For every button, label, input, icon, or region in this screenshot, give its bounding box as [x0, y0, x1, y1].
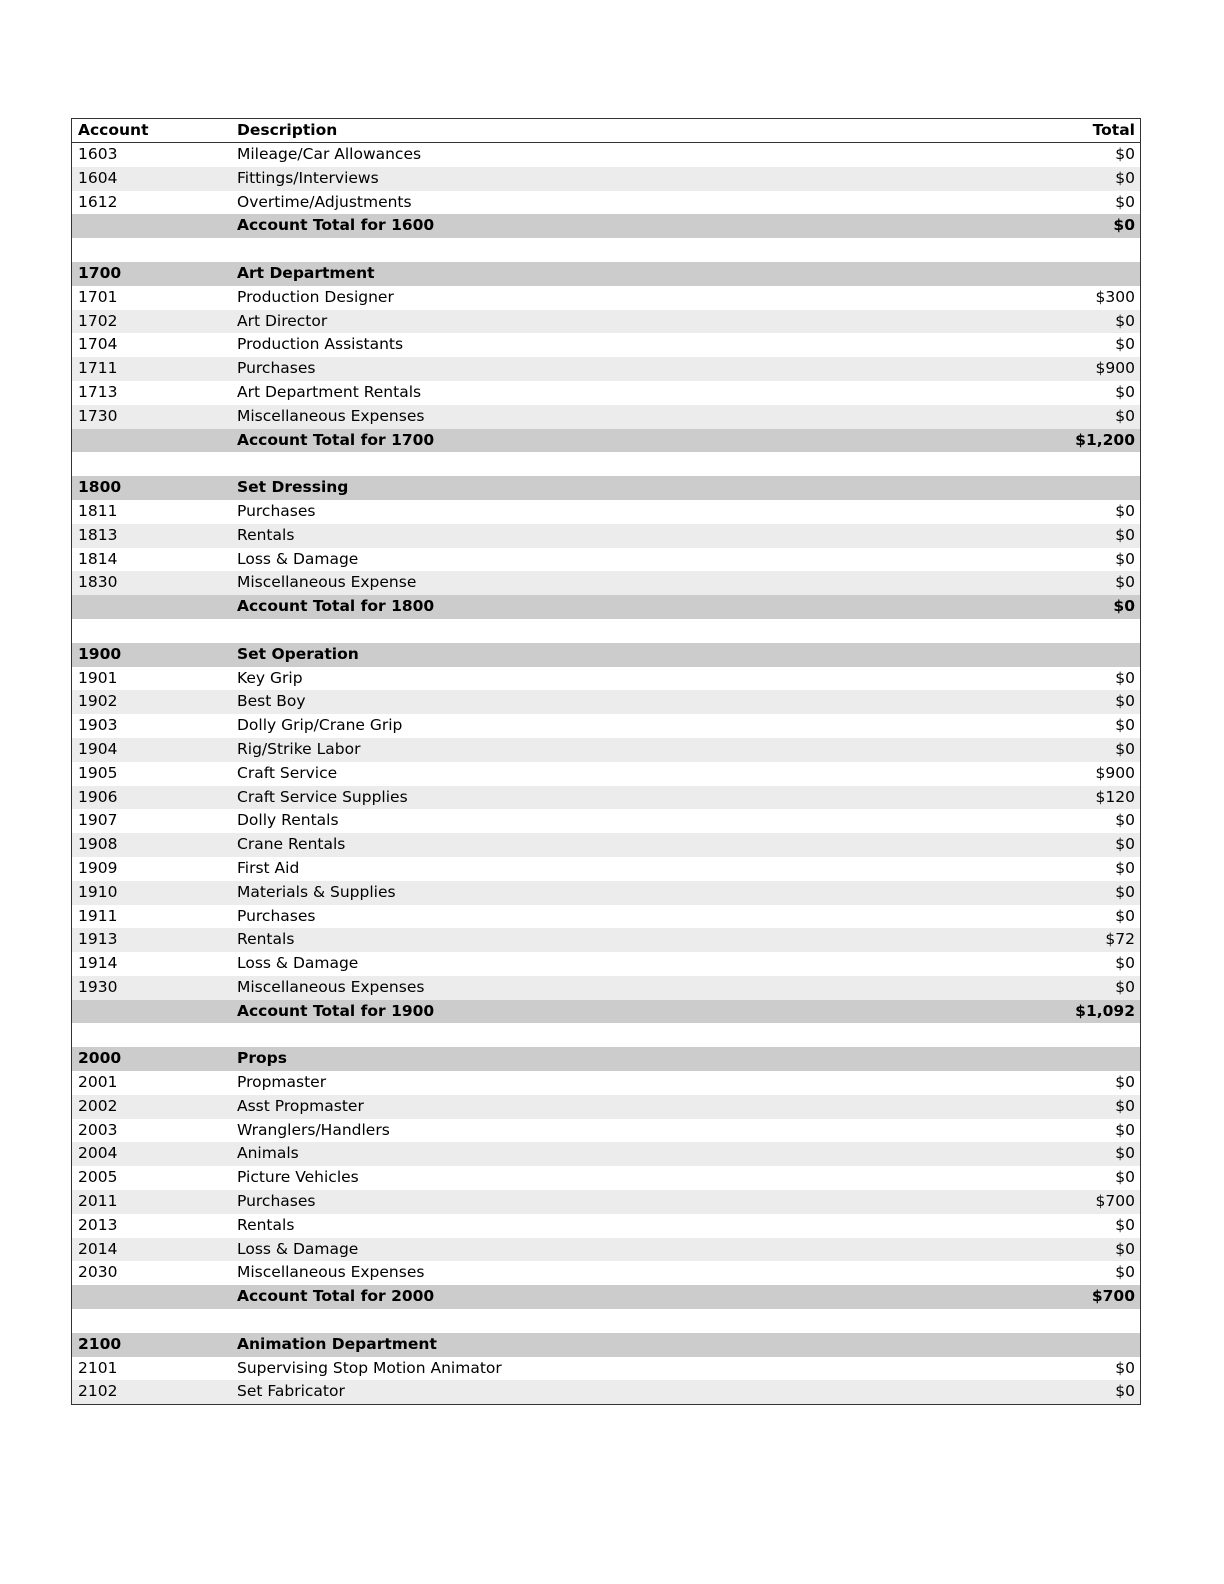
section-total-empty	[940, 476, 1140, 500]
section-account: 1700	[78, 263, 122, 282]
row-total: $0	[1115, 1215, 1135, 1234]
row-description: Miscellaneous Expense	[237, 573, 417, 592]
row-total: $0	[1115, 977, 1135, 996]
table-row	[72, 286, 1140, 310]
row-description: Key Grip	[237, 668, 303, 687]
row-description: Loss & Damage	[237, 954, 359, 973]
row-account: 2101	[78, 1358, 118, 1377]
row-total: $0	[1115, 549, 1135, 568]
row-description: Wranglers/Handlers	[237, 1120, 390, 1139]
section-title: Animation Department	[237, 1334, 437, 1353]
row-description: Rentals	[237, 930, 295, 949]
table-row	[72, 738, 1140, 762]
table-row	[72, 1071, 1140, 1095]
row-account: 1704	[78, 335, 118, 354]
row-description: Art Department Rentals	[237, 382, 422, 401]
section-header-row	[72, 1333, 1140, 1357]
table-row	[72, 381, 1140, 405]
row-total: $0	[1115, 858, 1135, 877]
row-account: 1701	[78, 287, 118, 306]
account-total-label: Account Total for 1700	[237, 430, 435, 449]
row-total: $900	[1095, 763, 1135, 782]
account-total-value: $1,092	[1075, 1001, 1135, 1020]
row-account: 1930	[78, 977, 118, 996]
row-total: $0	[1115, 192, 1135, 211]
table-row	[72, 143, 1140, 167]
row-account: 1713	[78, 382, 118, 401]
table-row	[72, 809, 1140, 833]
section-header-row	[72, 1047, 1140, 1071]
table-body	[72, 143, 1140, 1404]
row-total: $0	[1115, 739, 1135, 758]
row-account: 1914	[78, 954, 118, 973]
row-total: $0	[1115, 311, 1135, 330]
row-description: Purchases	[237, 1192, 316, 1211]
account-total-value: $1,200	[1075, 430, 1135, 449]
section-total-empty	[940, 643, 1140, 667]
row-account: 1901	[78, 668, 118, 687]
table-row	[72, 952, 1140, 976]
row-total: $300	[1095, 287, 1135, 306]
row-total: $0	[1115, 168, 1135, 187]
row-description: Production Assistants	[237, 335, 404, 354]
account-total-label: Account Total for 1600	[237, 216, 435, 235]
row-total: $0	[1115, 1168, 1135, 1187]
row-account: 1811	[78, 501, 118, 520]
table-row	[72, 500, 1140, 524]
row-account: 1913	[78, 930, 118, 949]
account-total-row	[72, 429, 1140, 453]
table-row	[72, 762, 1140, 786]
row-account: 2013	[78, 1215, 118, 1234]
table-row	[72, 833, 1140, 857]
total-account-empty	[72, 1000, 237, 1024]
row-account: 1612	[78, 192, 118, 211]
spacer-row	[72, 1023, 1140, 1047]
row-total: $700	[1095, 1192, 1135, 1211]
table-row	[72, 1142, 1140, 1166]
row-total: $0	[1115, 1073, 1135, 1092]
row-description: Dolly Rentals	[237, 811, 339, 830]
row-description: Purchases	[237, 906, 316, 925]
table-row	[72, 786, 1140, 810]
row-account: 1813	[78, 525, 118, 544]
row-account: 1909	[78, 858, 118, 877]
section-header-row	[72, 643, 1140, 667]
account-total-value: $700	[1091, 1287, 1135, 1306]
row-total: $0	[1115, 1382, 1135, 1401]
account-total-row	[72, 1000, 1140, 1024]
row-account: 2102	[78, 1382, 118, 1401]
row-description: Purchases	[237, 501, 316, 520]
table-row	[72, 1095, 1140, 1119]
row-account: 1603	[78, 145, 118, 163]
row-total: $0	[1115, 906, 1135, 925]
section-account: 1800	[78, 478, 122, 497]
row-total: $0	[1115, 1263, 1135, 1282]
row-account: 2011	[78, 1192, 118, 1211]
row-description: Supervising Stop Motion Animator	[237, 1358, 502, 1377]
row-description: Mileage/Car Allowances	[237, 145, 422, 163]
account-total-label: Account Total for 1800	[237, 597, 435, 616]
row-description: Rig/Strike Labor	[237, 739, 361, 758]
table-row	[72, 1214, 1140, 1238]
row-account: 2014	[78, 1239, 118, 1258]
table-row	[72, 714, 1140, 738]
item-group	[72, 143, 1140, 214]
table-row	[72, 167, 1140, 191]
account-total-row	[72, 214, 1140, 238]
table-row	[72, 1238, 1140, 1262]
row-total: $0	[1115, 882, 1135, 901]
row-description: Set Fabricator	[237, 1382, 345, 1401]
spacer-row	[72, 1309, 1140, 1333]
total-account-empty	[72, 595, 237, 619]
table-row	[72, 690, 1140, 714]
row-description: Crane Rentals	[237, 835, 346, 854]
row-description: Asst Propmaster	[237, 1096, 364, 1115]
item-group	[72, 667, 1140, 1000]
row-description: Miscellaneous Expenses	[237, 1263, 425, 1282]
row-description: Animals	[237, 1144, 299, 1163]
account-total-label: Account Total for 2000	[237, 1287, 435, 1306]
table-row	[72, 905, 1140, 929]
row-total: $0	[1115, 692, 1135, 711]
table-row	[72, 928, 1140, 952]
row-account: 1906	[78, 787, 118, 806]
spacer-row	[72, 238, 1140, 262]
section-title: Props	[237, 1049, 287, 1068]
table-row	[72, 1380, 1140, 1404]
table-row	[72, 524, 1140, 548]
row-total: $120	[1095, 787, 1135, 806]
row-account: 1730	[78, 406, 118, 425]
section-account: 1900	[78, 644, 122, 663]
spacer-row	[72, 452, 1140, 476]
row-description: Rentals	[237, 525, 295, 544]
row-description: Purchases	[237, 359, 316, 378]
row-total: $0	[1115, 573, 1135, 592]
row-account: 2005	[78, 1168, 118, 1187]
account-total-label: Account Total for 1900	[237, 1001, 435, 1020]
row-description: Miscellaneous Expenses	[237, 406, 425, 425]
row-account: 2003	[78, 1120, 118, 1139]
row-total: $0	[1115, 145, 1135, 163]
row-account: 1604	[78, 168, 118, 187]
row-description: Art Director	[237, 311, 328, 330]
header-description: Description	[237, 121, 338, 139]
row-account: 2004	[78, 1144, 118, 1163]
table-row	[72, 1119, 1140, 1143]
row-account: 1830	[78, 573, 118, 592]
row-account: 1910	[78, 882, 118, 901]
header-account: Account	[78, 121, 149, 139]
row-description: Production Designer	[237, 287, 394, 306]
row-description: Rentals	[237, 1215, 295, 1234]
section-header-row	[72, 476, 1140, 500]
row-description: Loss & Damage	[237, 549, 359, 568]
section-title: Set Operation	[237, 644, 359, 663]
row-total: $0	[1115, 954, 1135, 973]
row-description: Dolly Grip/Crane Grip	[237, 716, 403, 735]
row-total: $0	[1115, 525, 1135, 544]
item-group	[72, 500, 1140, 595]
row-account: 2030	[78, 1263, 118, 1282]
section-account: 2000	[78, 1049, 122, 1068]
row-description: Craft Service	[237, 763, 338, 782]
account-total-row	[72, 595, 1140, 619]
section-total-empty	[940, 1047, 1140, 1071]
row-account: 1711	[78, 359, 118, 378]
table-row	[72, 667, 1140, 691]
row-total: $0	[1115, 835, 1135, 854]
row-description: Fittings/Interviews	[237, 168, 379, 187]
row-description: Picture Vehicles	[237, 1168, 359, 1187]
row-account: 1814	[78, 549, 118, 568]
spacer-row	[72, 619, 1140, 643]
row-description: Overtime/Adjustments	[237, 192, 412, 211]
row-total: $0	[1115, 1358, 1135, 1377]
header-total: Total	[1092, 121, 1135, 139]
row-description: Miscellaneous Expenses	[237, 977, 425, 996]
section-title: Set Dressing	[237, 478, 349, 497]
section-title: Art Department	[237, 263, 375, 282]
row-total: $900	[1095, 359, 1135, 378]
row-total: $0	[1115, 501, 1135, 520]
table-row	[72, 333, 1140, 357]
table-row	[72, 976, 1140, 1000]
table-row	[72, 881, 1140, 905]
section-total-empty	[940, 1333, 1140, 1357]
row-total: $0	[1115, 811, 1135, 830]
row-total: $0	[1115, 1239, 1135, 1258]
row-account: 1908	[78, 835, 118, 854]
table-row	[72, 857, 1140, 881]
row-account: 1907	[78, 811, 118, 830]
budget-table	[71, 118, 1141, 1405]
row-total: $0	[1115, 1144, 1135, 1163]
item-group	[72, 286, 1140, 429]
row-description: Propmaster	[237, 1073, 327, 1092]
row-account: 2002	[78, 1096, 118, 1115]
row-description: Loss & Damage	[237, 1239, 359, 1258]
row-total: $0	[1115, 406, 1135, 425]
table-header	[72, 119, 1140, 143]
table-row	[72, 405, 1140, 429]
table-row	[72, 310, 1140, 334]
section-header-row	[72, 262, 1140, 286]
row-description: First Aid	[237, 858, 300, 877]
row-account: 1904	[78, 739, 118, 758]
row-total: $0	[1115, 668, 1135, 687]
table-row	[72, 548, 1140, 572]
row-account: 1702	[78, 311, 118, 330]
item-group	[72, 1357, 1140, 1405]
section-total-empty	[940, 262, 1140, 286]
total-account-empty	[72, 429, 237, 453]
table-row	[72, 1261, 1140, 1285]
row-description: Best Boy	[237, 692, 306, 711]
item-group	[72, 1071, 1140, 1285]
row-total: $72	[1105, 930, 1135, 949]
table-row	[72, 1190, 1140, 1214]
row-account: 1905	[78, 763, 118, 782]
row-description: Craft Service Supplies	[237, 787, 408, 806]
row-total: $0	[1115, 335, 1135, 354]
row-total: $0	[1115, 382, 1135, 401]
row-account: 1903	[78, 716, 118, 735]
table-row	[72, 1357, 1140, 1381]
account-total-value: $0	[1113, 597, 1135, 616]
total-account-empty	[72, 1285, 237, 1309]
account-total-row	[72, 1285, 1140, 1309]
total-account-empty	[72, 214, 237, 238]
row-total: $0	[1115, 716, 1135, 735]
row-account: 1902	[78, 692, 118, 711]
table-row	[72, 1166, 1140, 1190]
row-account: 2001	[78, 1073, 118, 1092]
table-row	[72, 357, 1140, 381]
row-account: 1911	[78, 906, 118, 925]
row-description: Materials & Supplies	[237, 882, 396, 901]
table-row	[72, 191, 1140, 215]
account-total-value: $0	[1113, 216, 1135, 235]
table-row	[72, 571, 1140, 595]
row-total: $0	[1115, 1120, 1135, 1139]
row-total: $0	[1115, 1096, 1135, 1115]
section-account: 2100	[78, 1334, 122, 1353]
